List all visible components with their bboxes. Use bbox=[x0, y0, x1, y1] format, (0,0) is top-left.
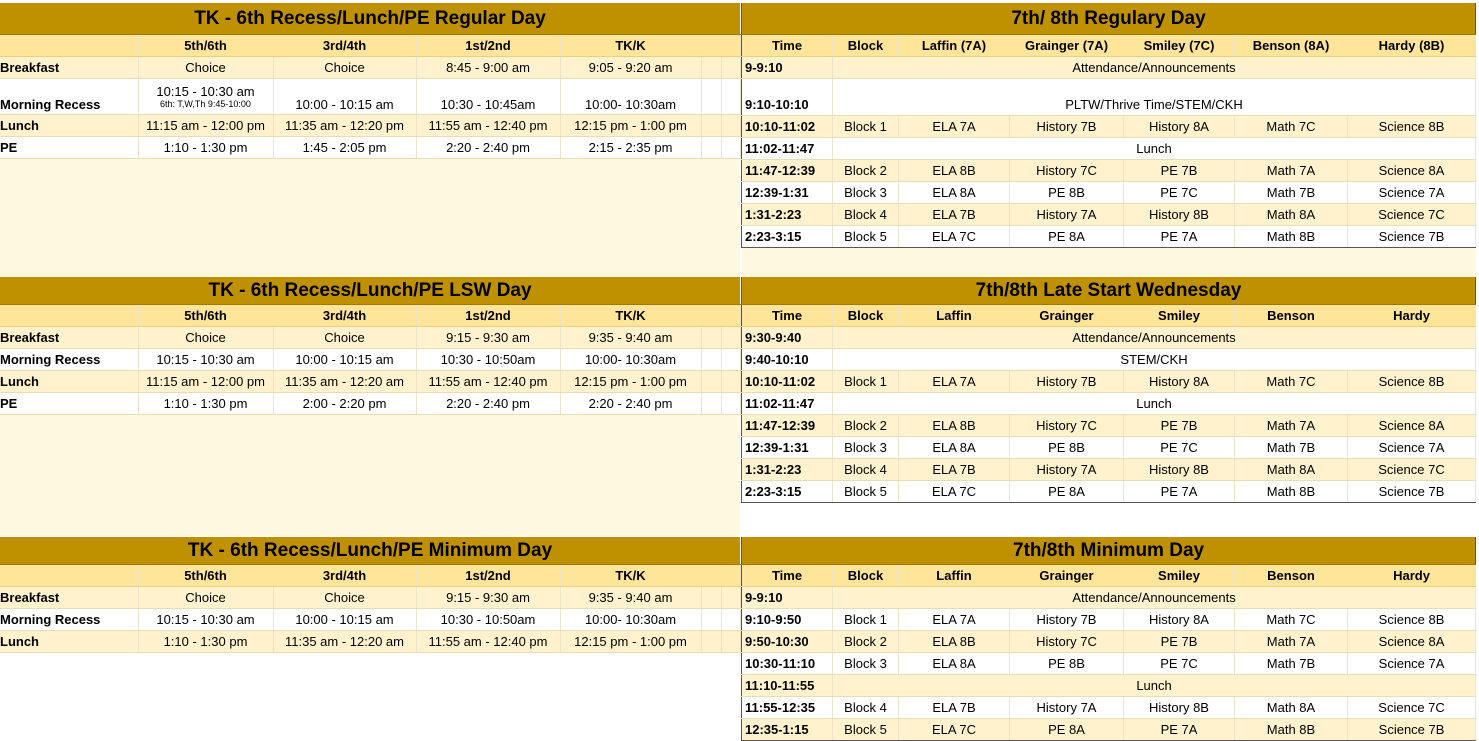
cell: 2:15 - 2:35 pm bbox=[560, 137, 701, 159]
cell: History 7C bbox=[1010, 631, 1124, 653]
table-row bbox=[0, 137, 740, 159]
header-cell: Time bbox=[742, 35, 833, 57]
table-row bbox=[742, 327, 1476, 349]
cell: PE 8A bbox=[1010, 481, 1124, 503]
table-row bbox=[742, 653, 1476, 675]
cell: History 7C bbox=[1010, 415, 1124, 437]
cell: 9:35 - 9:40 am bbox=[560, 587, 701, 609]
cell: 10:00- 10:30am bbox=[560, 349, 701, 371]
cell: Science 8B bbox=[1348, 371, 1476, 393]
cell: 11:35 am - 12:20 am bbox=[273, 371, 416, 393]
cell: Math 8B bbox=[1235, 481, 1348, 503]
cell: Science 7A bbox=[1348, 437, 1476, 459]
header-cell: Smiley (7C) bbox=[1124, 35, 1235, 57]
cell-note: 6th: T,W,Th 9:45-10:00 bbox=[160, 99, 251, 109]
cell: Science 8B bbox=[1348, 116, 1476, 138]
cell: Science 7C bbox=[1348, 459, 1476, 481]
cell: ELA 7B bbox=[899, 204, 1010, 226]
header-cell: Smiley bbox=[1124, 305, 1235, 327]
cell: Block 3 bbox=[833, 653, 899, 675]
cell: PE 7A bbox=[1124, 481, 1235, 503]
header-cell bbox=[0, 35, 138, 57]
merged-cell: PLTW/Thrive Time/STEM/CKH bbox=[833, 79, 1476, 116]
cell: 2:20 - 2:40 pm bbox=[416, 137, 560, 159]
merged-cell: Lunch bbox=[833, 675, 1476, 697]
cell: 10:00 - 10:15 am bbox=[273, 609, 416, 631]
row-label: PE bbox=[0, 393, 138, 415]
cell: 2:00 - 2:20 pm bbox=[273, 393, 416, 415]
cell: History 8A bbox=[1124, 609, 1235, 631]
cell: Block 1 bbox=[833, 371, 899, 393]
header-cell: 5th/6th bbox=[138, 35, 273, 57]
time-cell: 9:10-9:50 bbox=[742, 609, 833, 631]
cell: Science 8A bbox=[1348, 160, 1476, 182]
cell: ELA 8A bbox=[899, 437, 1010, 459]
cell: Math 7A bbox=[1235, 631, 1348, 653]
header-cell: Laffin bbox=[899, 565, 1010, 587]
grade78-late-start-table bbox=[741, 277, 1476, 503]
time-cell: 9-9:10 bbox=[742, 57, 833, 79]
row-label: Lunch bbox=[0, 371, 138, 393]
cell: 10:00- 10:30am bbox=[560, 609, 701, 631]
header-cell bbox=[0, 305, 138, 327]
cell: ELA 7C bbox=[899, 481, 1010, 503]
left-panel-fill-2 bbox=[0, 410, 740, 536]
table-title: TK - 6th Recess/Lunch/PE Minimum Day bbox=[0, 537, 740, 565]
row-label: Morning Recess bbox=[0, 79, 138, 115]
cell: Math 7B bbox=[1235, 653, 1348, 675]
time-cell: 9:50-10:30 bbox=[742, 631, 833, 653]
cell: ELA 7A bbox=[899, 116, 1010, 138]
header-cell: Grainger (7A) bbox=[1010, 35, 1124, 57]
header-cell: Laffin bbox=[899, 305, 1010, 327]
cell: ELA 8B bbox=[899, 415, 1010, 437]
cell: 1:10 - 1:30 pm bbox=[138, 137, 273, 159]
time-cell: 1:31-2:23 bbox=[742, 204, 833, 226]
table-row bbox=[0, 587, 740, 609]
row-label: Lunch bbox=[0, 115, 138, 137]
cell: History 8A bbox=[1124, 371, 1235, 393]
time-cell: 12:35-1:15 bbox=[742, 719, 833, 741]
time-cell: 10:30-11:10 bbox=[742, 653, 833, 675]
cell: PE 8A bbox=[1010, 719, 1124, 741]
cell: Math 8B bbox=[1235, 226, 1348, 248]
cell: PE 7A bbox=[1124, 226, 1235, 248]
cell: 12:15 pm - 1:00 pm bbox=[560, 631, 701, 653]
cell: Math 8A bbox=[1235, 697, 1348, 719]
cell: Math 7A bbox=[1235, 415, 1348, 437]
table-row bbox=[0, 371, 740, 393]
cell: 2:20 - 2:40 pm bbox=[560, 393, 701, 415]
time-cell: 9-9:10 bbox=[742, 587, 833, 609]
header-cell: Benson (8A) bbox=[1235, 35, 1348, 57]
cell: PE 7C bbox=[1124, 653, 1235, 675]
cell: History 7A bbox=[1010, 204, 1124, 226]
header-cell: Grainger bbox=[1010, 565, 1124, 587]
cell: Block 2 bbox=[833, 160, 899, 182]
header-cell: Time bbox=[742, 565, 833, 587]
cell: 11:55 am - 12:40 pm bbox=[416, 631, 560, 653]
header-cell: Hardy bbox=[1348, 305, 1476, 327]
header-cell: 1st/2nd bbox=[416, 305, 560, 327]
cell: Choice bbox=[273, 587, 416, 609]
cell: Science 7B bbox=[1348, 719, 1476, 741]
cell: History 8A bbox=[1124, 116, 1235, 138]
table-row bbox=[742, 138, 1476, 160]
cell: Science 8A bbox=[1348, 415, 1476, 437]
cell: ELA 8B bbox=[899, 160, 1010, 182]
cell: 11:55 am - 12:40 pm bbox=[416, 115, 560, 137]
cell: 9:15 - 9:30 am bbox=[416, 327, 560, 349]
header-cell: Grainger bbox=[1010, 305, 1124, 327]
time-cell: 11:47-12:39 bbox=[742, 415, 833, 437]
header-cell: 3rd/4th bbox=[273, 565, 416, 587]
cell: Block 5 bbox=[833, 481, 899, 503]
cell: Block 3 bbox=[833, 182, 899, 204]
cell: Block 1 bbox=[833, 116, 899, 138]
cell: Science 8A bbox=[1348, 631, 1476, 653]
cell: Math 7C bbox=[1235, 609, 1348, 631]
cell: PE 8A bbox=[1010, 226, 1124, 248]
cell: PE 7B bbox=[1124, 631, 1235, 653]
time-cell: 11:10-11:55 bbox=[742, 675, 833, 697]
cell bbox=[138, 79, 273, 115]
cell: History 8B bbox=[1124, 697, 1235, 719]
cell: Science 8B bbox=[1348, 609, 1476, 631]
cell: PE 7C bbox=[1124, 182, 1235, 204]
cell: 11:55 am - 12:40 pm bbox=[416, 371, 560, 393]
table-row bbox=[0, 57, 740, 79]
cell: PE 7A bbox=[1124, 719, 1235, 741]
table-title: TK - 6th Recess/Lunch/PE Regular Day bbox=[0, 3, 740, 35]
cell: Math 7B bbox=[1235, 437, 1348, 459]
table-row bbox=[742, 631, 1476, 653]
table-row bbox=[742, 393, 1476, 415]
header-cell: Time bbox=[742, 305, 833, 327]
time-cell: 11:47-12:39 bbox=[742, 160, 833, 182]
table-row bbox=[742, 182, 1476, 204]
time-cell: 1:31-2:23 bbox=[742, 459, 833, 481]
cell: ELA 7C bbox=[899, 226, 1010, 248]
cell: 10:15 - 10:30 am bbox=[138, 349, 273, 371]
time-cell: 10:10-11:02 bbox=[742, 371, 833, 393]
cell: Choice bbox=[273, 327, 416, 349]
header-cell: Benson bbox=[1235, 565, 1348, 587]
cell: History 7B bbox=[1010, 371, 1124, 393]
cell: 10:30 - 10:50am bbox=[416, 349, 560, 371]
cell: Choice bbox=[138, 587, 273, 609]
merged-cell: Lunch bbox=[833, 393, 1476, 415]
cell: Math 7A bbox=[1235, 160, 1348, 182]
header-cell: Block bbox=[833, 305, 899, 327]
time-cell: 10:10-11:02 bbox=[742, 116, 833, 138]
cell: ELA 8A bbox=[899, 182, 1010, 204]
table-row bbox=[742, 697, 1476, 719]
left-panel-fill-1 bbox=[0, 150, 740, 277]
cell: Block 5 bbox=[833, 226, 899, 248]
cell: Block 4 bbox=[833, 204, 899, 226]
cell: Math 7C bbox=[1235, 116, 1348, 138]
header-cell: Hardy bbox=[1348, 565, 1476, 587]
cell: 11:15 am - 12:00 pm bbox=[138, 115, 273, 137]
row-label: Breakfast bbox=[0, 327, 138, 349]
cell: PE 7C bbox=[1124, 437, 1235, 459]
cell: 10:00- 10:30am bbox=[560, 79, 701, 115]
time-cell: 9:30-9:40 bbox=[742, 327, 833, 349]
cell: ELA 7A bbox=[899, 371, 1010, 393]
cell: 12:15 pm - 1:00 pm bbox=[560, 115, 701, 137]
cell: 10:30 - 10:45am bbox=[416, 79, 560, 115]
cell: History 7A bbox=[1010, 459, 1124, 481]
header-cell: 5th/6th bbox=[138, 305, 273, 327]
cell: ELA 7B bbox=[899, 697, 1010, 719]
row-label: Breakfast bbox=[0, 57, 138, 79]
header-cell: Block bbox=[833, 565, 899, 587]
table-row bbox=[742, 116, 1476, 138]
cell: PE 8B bbox=[1010, 437, 1124, 459]
merged-cell: Attendance/Announcements bbox=[833, 57, 1476, 79]
table-row bbox=[742, 371, 1476, 393]
cell: History 7B bbox=[1010, 116, 1124, 138]
header-cell: Hardy (8B) bbox=[1348, 35, 1476, 57]
time-cell: 11:02-11:47 bbox=[742, 138, 833, 160]
time-cell: 2:23-3:15 bbox=[742, 226, 833, 248]
table-row bbox=[742, 587, 1476, 609]
cell: Block 2 bbox=[833, 415, 899, 437]
tk6-lsw-day-table bbox=[0, 277, 741, 415]
header-cell: 1st/2nd bbox=[416, 35, 560, 57]
table-row bbox=[742, 675, 1476, 697]
cell: ELA 8B bbox=[899, 631, 1010, 653]
table-row bbox=[742, 415, 1476, 437]
cell: History 7C bbox=[1010, 160, 1124, 182]
table-title: 7th/ 8th Regulary Day bbox=[742, 3, 1476, 35]
cell: 1:45 - 2:05 pm bbox=[273, 137, 416, 159]
cell: PE 7B bbox=[1124, 160, 1235, 182]
header-cell: 5th/6th bbox=[138, 565, 273, 587]
cell: 9:05 - 9:20 am bbox=[560, 57, 701, 79]
cell: 10:15 - 10:30 am bbox=[138, 609, 273, 631]
cell: Choice bbox=[138, 57, 273, 79]
row-label: Lunch bbox=[0, 631, 138, 653]
cell: 2:20 - 2:40 pm bbox=[416, 393, 560, 415]
cell-main: 10:15 - 10:30 am bbox=[156, 84, 255, 99]
cell: Math 7B bbox=[1235, 182, 1348, 204]
table-row bbox=[742, 719, 1476, 741]
table-row bbox=[0, 79, 740, 115]
header-cell: Smiley bbox=[1124, 565, 1235, 587]
header-cell: TK/K bbox=[560, 305, 701, 327]
cell: 9:15 - 9:30 am bbox=[416, 587, 560, 609]
tk6-regular-day-table bbox=[0, 3, 741, 159]
cell: Science 7A bbox=[1348, 653, 1476, 675]
cell: 10:30 - 10:50am bbox=[416, 609, 560, 631]
table-row bbox=[0, 349, 740, 371]
cell: History 8B bbox=[1124, 459, 1235, 481]
cell: Math 8B bbox=[1235, 719, 1348, 741]
cell: 1:10 - 1:30 pm bbox=[138, 631, 273, 653]
table-title: 7th/8th Late Start Wednesday bbox=[742, 277, 1476, 305]
time-cell: 12:39-1:31 bbox=[742, 182, 833, 204]
table-row bbox=[742, 437, 1476, 459]
table-row bbox=[0, 327, 740, 349]
table-row bbox=[742, 349, 1476, 371]
table-title: TK - 6th Recess/Lunch/PE LSW Day bbox=[0, 277, 740, 305]
header-cell: TK/K bbox=[560, 35, 701, 57]
cell: PE 7B bbox=[1124, 415, 1235, 437]
header-cell bbox=[0, 565, 138, 587]
cell: History 7B bbox=[1010, 609, 1124, 631]
table-row bbox=[0, 609, 740, 631]
time-cell: 9:40-10:10 bbox=[742, 349, 833, 371]
time-cell: 2:23-3:15 bbox=[742, 481, 833, 503]
cell: Science 7B bbox=[1348, 481, 1476, 503]
cell: Science 7A bbox=[1348, 182, 1476, 204]
header-cell: Laffin (7A) bbox=[899, 35, 1010, 57]
merged-cell: Attendance/Announcements bbox=[833, 327, 1476, 349]
table-title: 7th/8th Minimum Day bbox=[742, 537, 1476, 565]
grade78-regular-day-table bbox=[741, 3, 1476, 248]
cell: History 7A bbox=[1010, 697, 1124, 719]
table-row bbox=[0, 115, 740, 137]
cell: 1:10 - 1:30 pm bbox=[138, 393, 273, 415]
cell: 11:15 am - 12:00 pm bbox=[138, 371, 273, 393]
table-row bbox=[742, 226, 1476, 248]
cell: Math 7C bbox=[1235, 371, 1348, 393]
empty-cell bbox=[701, 35, 721, 57]
table-row bbox=[742, 79, 1476, 116]
table-row bbox=[742, 57, 1476, 79]
tk6-minimum-day-table bbox=[0, 537, 741, 653]
time-cell: 11:02-11:47 bbox=[742, 393, 833, 415]
merged-cell: Attendance/Announcements bbox=[833, 587, 1476, 609]
cell: ELA 8A bbox=[899, 653, 1010, 675]
merged-cell: STEM/CKH bbox=[833, 349, 1476, 371]
row-label: Morning Recess bbox=[0, 349, 138, 371]
cell: Block 1 bbox=[833, 609, 899, 631]
merged-cell: Lunch bbox=[833, 138, 1476, 160]
cell: Block 2 bbox=[833, 631, 899, 653]
cell: PE 8B bbox=[1010, 653, 1124, 675]
time-cell: 12:39-1:31 bbox=[742, 437, 833, 459]
table-row bbox=[742, 481, 1476, 503]
time-cell: 9:10-10:10 bbox=[742, 79, 833, 116]
header-cell: 3rd/4th bbox=[273, 35, 416, 57]
cell: 9:35 - 9:40 am bbox=[560, 327, 701, 349]
header-cell: Benson bbox=[1235, 305, 1348, 327]
cell: 12:15 pm - 1:00 pm bbox=[560, 371, 701, 393]
cell: Block 3 bbox=[833, 437, 899, 459]
header-cell: 1st/2nd bbox=[416, 565, 560, 587]
cell: Choice bbox=[273, 57, 416, 79]
cell: 8:45 - 9:00 am bbox=[416, 57, 560, 79]
table-row bbox=[742, 609, 1476, 631]
cell: Science 7C bbox=[1348, 204, 1476, 226]
cell: Science 7B bbox=[1348, 226, 1476, 248]
table-row bbox=[742, 204, 1476, 226]
cell: ELA 7C bbox=[899, 719, 1010, 741]
cell: Math 8A bbox=[1235, 204, 1348, 226]
table-row bbox=[742, 160, 1476, 182]
cell: Math 8A bbox=[1235, 459, 1348, 481]
table-row bbox=[0, 393, 740, 415]
cell: Block 5 bbox=[833, 719, 899, 741]
empty-cell bbox=[721, 35, 740, 57]
cell: Block 4 bbox=[833, 697, 899, 719]
cell: PE 8B bbox=[1010, 182, 1124, 204]
cell: 10:00 - 10:15 am bbox=[273, 349, 416, 371]
cell: ELA 7A bbox=[899, 609, 1010, 631]
row-label: PE bbox=[0, 137, 138, 159]
time-cell: 11:55-12:35 bbox=[742, 697, 833, 719]
cell: 11:35 am - 12:20 am bbox=[273, 631, 416, 653]
grade78-minimum-day-table bbox=[741, 537, 1476, 741]
table-row bbox=[742, 459, 1476, 481]
header-cell: Block bbox=[833, 35, 899, 57]
row-label: Breakfast bbox=[0, 587, 138, 609]
cell: ELA 7B bbox=[899, 459, 1010, 481]
table-row bbox=[0, 631, 740, 653]
cell: Science 7C bbox=[1348, 697, 1476, 719]
header-cell: TK/K bbox=[560, 565, 701, 587]
cell: History 8B bbox=[1124, 204, 1235, 226]
row-label: Morning Recess bbox=[0, 609, 138, 631]
cell: 10:00 - 10:15 am bbox=[273, 79, 416, 115]
header-cell: 3rd/4th bbox=[273, 305, 416, 327]
cell: 11:35 am - 12:20 pm bbox=[273, 115, 416, 137]
cell: Block 4 bbox=[833, 459, 899, 481]
cell: Choice bbox=[138, 327, 273, 349]
